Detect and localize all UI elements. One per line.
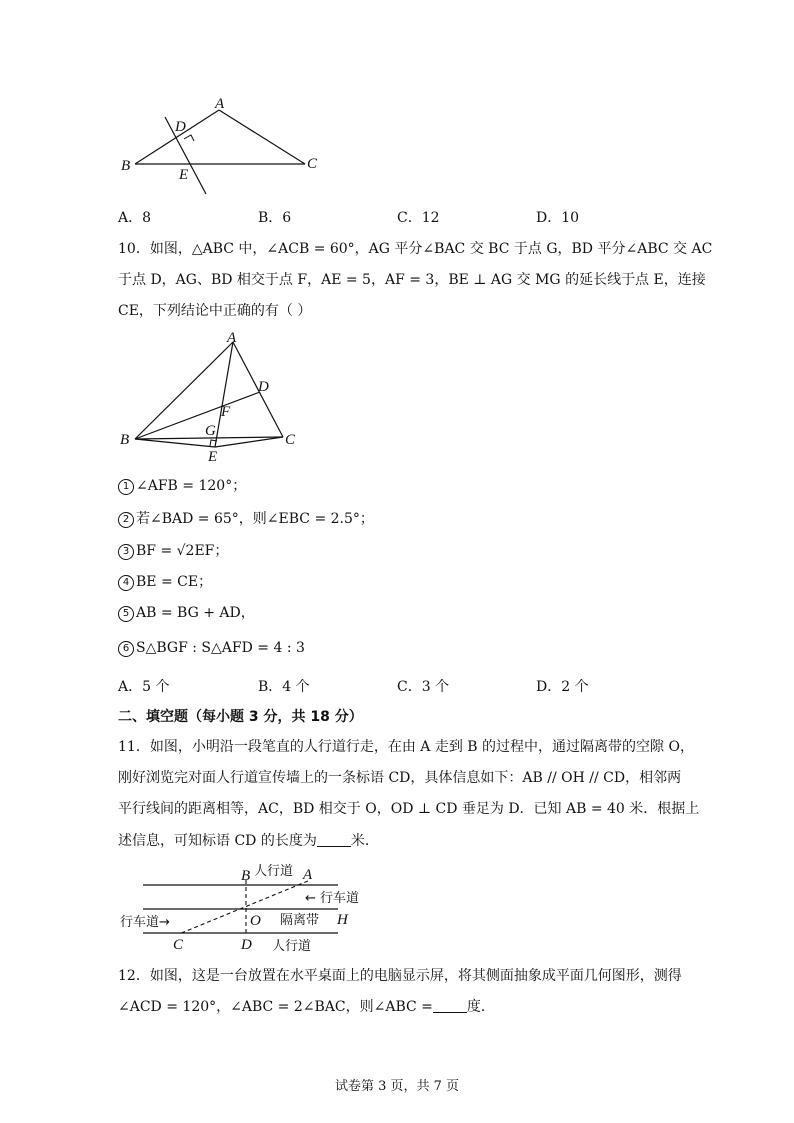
statement-number-circle: 1: [118, 479, 134, 495]
fig11-label-sidewalk-bottom: 人行道: [272, 939, 312, 954]
q12-stem-unit: 度．: [466, 999, 495, 1015]
q10-stem-line-1: 10．如图，△ABC 中，∠ACB = 60°，AG 平分∠BAC 交 BC 于点 G，BD 平分∠ABC 交 AC: [118, 241, 713, 257]
fig9-label-b: B: [121, 158, 131, 174]
q10-choice-a[interactable]: A．5 个: [118, 679, 170, 695]
fig10-label-d: D: [258, 379, 269, 395]
q11-stem-text: 述信息，可知标语 CD 的长度为: [118, 833, 317, 849]
q11-stem-line-2: 刚好浏览完对面人行道宣传墙上的一条标语 CD，具体信息如下：AB // OH // CD，相邻两: [118, 770, 682, 786]
q10-stem-line-3: CE，下列结论中正确的有（ ）: [118, 303, 312, 319]
statement-number-circle: 3: [118, 544, 134, 560]
fig10-label-a: A: [227, 330, 237, 346]
section-heading-fill-in: 二、填空题（每小题 3 分，共 18 分）: [118, 709, 363, 725]
statement-number-circle: 5: [118, 606, 134, 622]
fig11-label-lane-left: 行车道→: [120, 915, 170, 930]
fig9-label-a: A: [215, 96, 225, 112]
q10-statement-5: [118, 603, 255, 623]
statement-text: ∠AFB = 120°；: [136, 478, 247, 494]
q12-stem-text: ∠ACD = 120°，∠ABC = 2∠BAC，则∠ABC =: [118, 999, 433, 1015]
fig10-label-e: E: [208, 449, 218, 465]
fig11-label-median: 隔离带: [280, 913, 320, 928]
q9-choice-a[interactable]: A．8: [118, 210, 152, 226]
q11-answer-blank[interactable]: [317, 832, 351, 847]
q12-answer-blank[interactable]: [433, 998, 467, 1013]
fig11-label-b: B: [241, 868, 251, 884]
q11-stem-unit: 米．: [350, 833, 379, 849]
fig10-label-g: G: [205, 423, 216, 439]
fig11-label-a: A: [303, 867, 313, 883]
q10-stem-line-2: 于点 D，AG、BD 相交于点 F，AE = 5，AF = 3，BE ⊥ AG 交 MG 的延长线于点 E，连接: [118, 272, 706, 288]
fig10-label-f: F: [221, 404, 231, 420]
statement-number-circle: 4: [118, 575, 134, 591]
statement-text: BF = √2EF；: [136, 543, 229, 559]
statement-number-circle: 2: [118, 512, 134, 528]
q10-choice-d[interactable]: D．2 个: [536, 679, 589, 695]
fig10-label-b: B: [120, 432, 130, 448]
fig10-label-c: C: [285, 432, 296, 448]
q12-stem-line-1: 12．如图，这是一台放置在水平桌面上的电脑显示屏，将其侧面抽象成平面几何图形，测得: [118, 968, 682, 984]
statement-text: AB = BG + AD，: [136, 605, 255, 621]
figure-q10-triangle: [115, 330, 315, 465]
statement-text: S△BGF : S△AFD = 4 : 3: [136, 640, 305, 656]
page-footer: 试卷第 3 页，共 7 页: [334, 1079, 460, 1094]
q10-statement-2: [118, 509, 374, 529]
statement-text: 若∠BAD = 65°，则∠EBC = 2.5°；: [136, 511, 374, 527]
fig9-label-d: D: [175, 119, 186, 135]
q11-stem-line-4: [118, 831, 379, 851]
fig11-label-o: O: [250, 913, 261, 929]
statement-text: BE = CE；: [136, 574, 213, 590]
q10-choice-b[interactable]: B．4 个: [258, 679, 310, 695]
q10-choice-c[interactable]: C．3 个: [397, 679, 450, 695]
q9-choice-d[interactable]: D．10: [536, 210, 580, 226]
fig11-label-lane-right: ← 行车道: [305, 891, 360, 906]
fig11-label-d: D: [241, 937, 252, 953]
fig9-label-c: C: [307, 156, 318, 172]
q9-choice-c[interactable]: C．12: [397, 210, 440, 226]
q10-statement-3: [118, 541, 228, 561]
q12-stem-line-2: [118, 997, 495, 1017]
statement-number-circle: 6: [118, 641, 134, 657]
q10-statement-6: [118, 638, 305, 658]
q10-statement-4: [118, 572, 212, 592]
q10-statement-1: [118, 476, 246, 496]
figure-q9-triangle: [115, 95, 335, 200]
q11-stem-line-3: 平行线间的距离相等，AC，BD 相交于 O，OD ⊥ CD 垂足为 D．已知 AB = 40 米．根据上: [118, 801, 700, 817]
figure-q11-road: [115, 858, 375, 958]
q11-stem-line-1: 11．如图，小明沿一段笔直的人行道行走，在由 A 走到 B 的过程中，通过隔离带的空隙 O，: [118, 739, 694, 755]
fig11-label-c: C: [173, 937, 184, 953]
fig11-label-sidewalk-top: 人行道: [254, 864, 294, 879]
fig9-label-e: E: [179, 167, 189, 183]
q9-choice-b[interactable]: B．6: [258, 210, 292, 226]
fig11-label-h: H: [337, 912, 348, 928]
